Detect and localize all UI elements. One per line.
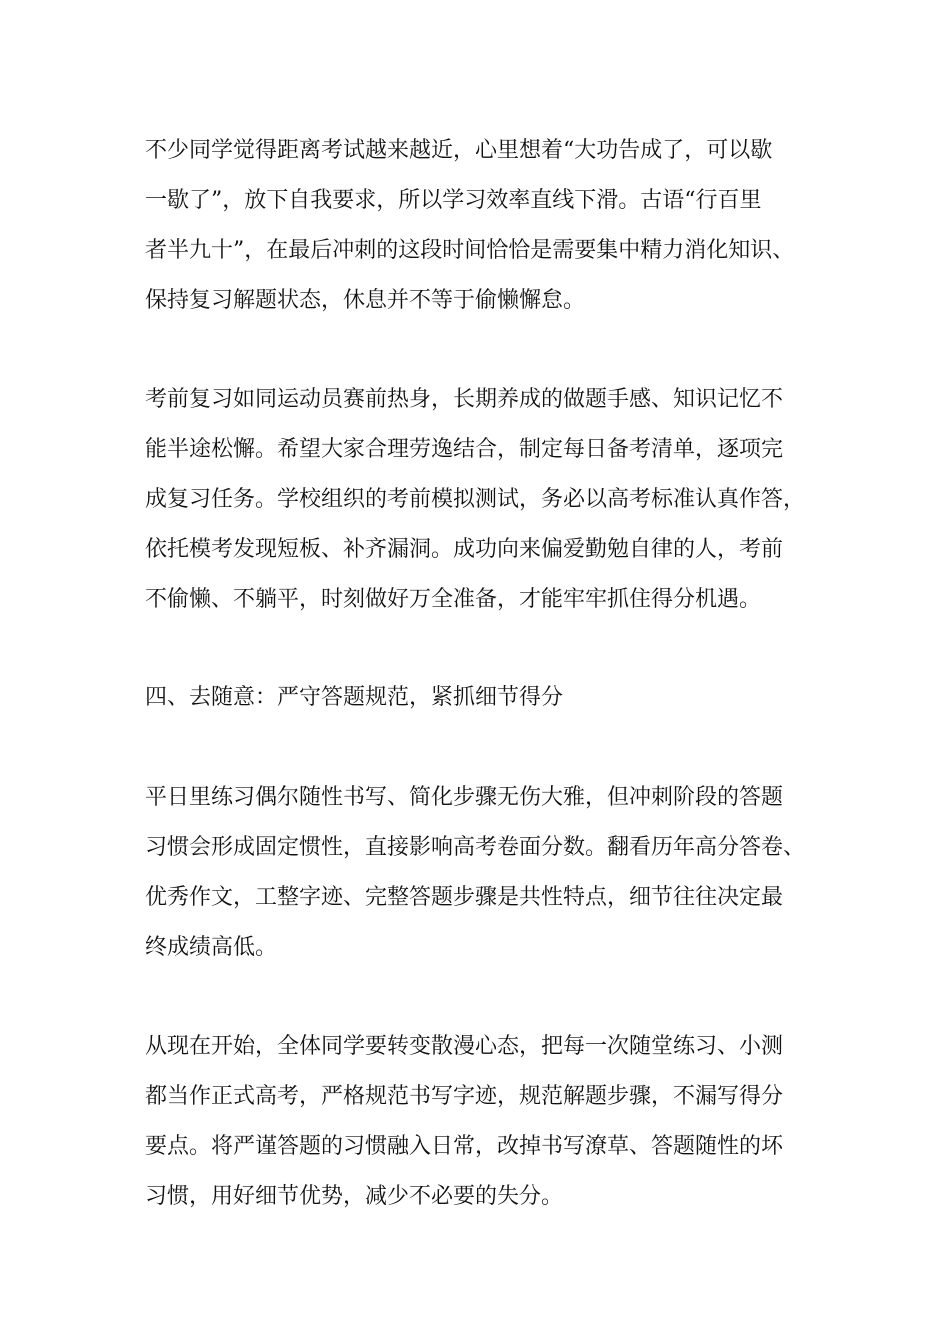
paragraph-1-line-4: 保持复习解题状态，休息并不等于偷懒懈怠。 bbox=[145, 288, 586, 313]
paragraph-3-line-2: 习惯会形成固定惯性，直接影响高考卷面分数。翻看历年高分答卷、 bbox=[145, 835, 806, 860]
paragraph-3-line-1: 平日里练习偶尔随性书写、简化步骤无伤大雅，但冲刺阶段的答题 bbox=[145, 785, 784, 810]
paragraph-1-line-2: 一歇了”，放下自我要求，所以学习效率直线下滑。古语“行百里 bbox=[145, 188, 762, 213]
paragraph-2-line-5: 不偷懒、不躺平，时刻做好万全准备，才能牢牢抓住得分机遇。 bbox=[145, 587, 762, 612]
paragraph-4-line-4: 习惯，用好细节优势，减少不必要的失分。 bbox=[145, 1184, 564, 1209]
paragraph-3-line-4: 终成绩高低。 bbox=[145, 935, 278, 960]
paragraph-2-line-1: 考前复习如同运动员赛前热身，长期养成的做题手感、知识记忆不 bbox=[145, 387, 784, 412]
paragraph-4-line-2: 都当作正式高考，严格规范书写字迹，规范解题步骤，不漏写得分 bbox=[145, 1084, 784, 1109]
paragraph-4-line-3: 要点。将严谨答题的习惯融入日常，改掉书写潦草、答题随性的坏 bbox=[145, 1134, 784, 1159]
paragraph-2-line-2: 能半途松懈。希望大家合理劳逸结合，制定每日备考清单，逐项完 bbox=[145, 437, 784, 462]
paragraph-4-line-1: 从现在开始，全体同学要转变散漫心态，把每一次随堂练习、小测 bbox=[145, 1034, 784, 1059]
paragraph-3-line-3: 优秀作文，工整字迹、完整答题步骤是共性特点，细节往往决定最 bbox=[145, 885, 784, 910]
section-heading: 四、去随意：严守答题规范，紧抓细节得分 bbox=[145, 685, 564, 710]
paragraph-1-line-3: 者半九十”，在最后冲刺的这段时间恰恰是需要集中精力消化知识、 bbox=[145, 238, 795, 263]
paragraph-1-line-1: 不少同学觉得距离考试越来越近，心里想着“大功告成了，可以歇 bbox=[145, 138, 773, 163]
paragraph-2-line-4: 依托模考发现短板、补齐漏洞。成功向来偏爱勤勉自律的人，考前 bbox=[145, 537, 784, 562]
paragraph-2-line-3: 成复习任务。学校组织的考前模拟测试，务必以高考标准认真作答， bbox=[145, 487, 806, 512]
